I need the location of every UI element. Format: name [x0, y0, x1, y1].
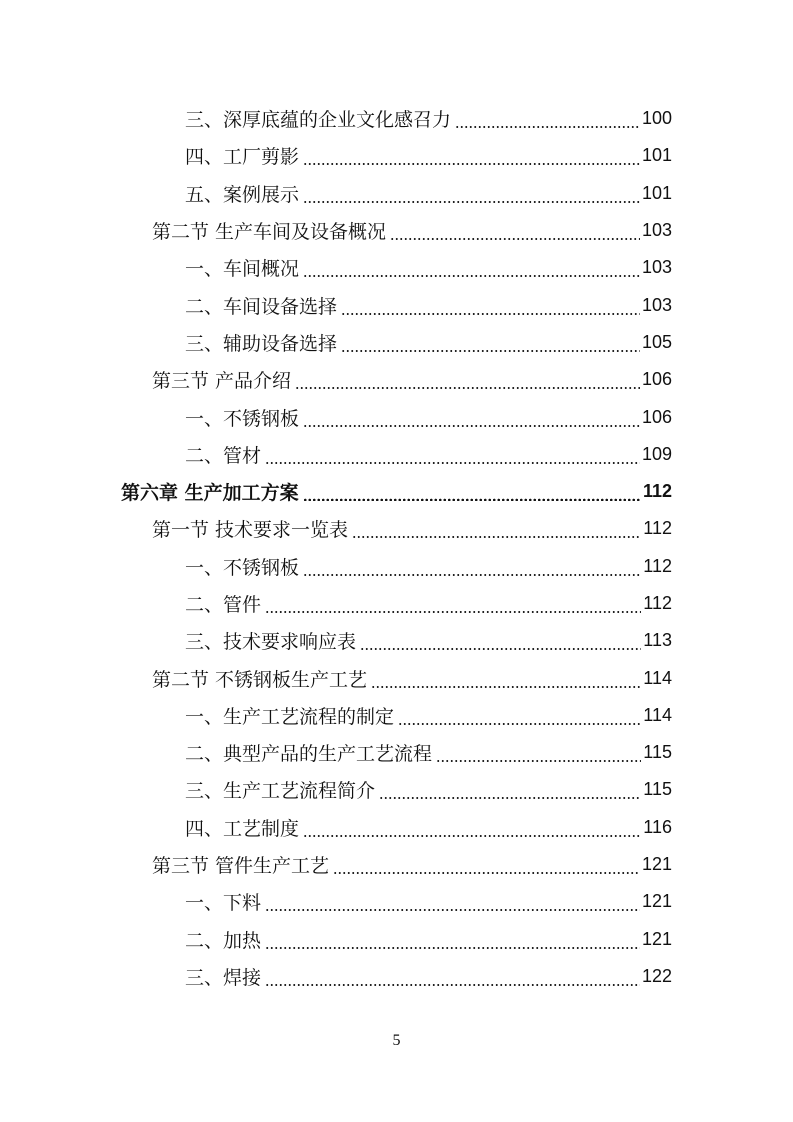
dot-leader [265, 594, 641, 613]
toc-entry-section[interactable] [0, 846, 793, 883]
toc-entry-title: 第三节 产品介绍 [152, 366, 295, 393]
dot-leader [379, 780, 641, 799]
toc-entry-item[interactable] [0, 883, 793, 920]
toc-entry-title: 二、管件 [185, 590, 265, 617]
toc-entry-page: 122 [641, 965, 672, 986]
toc-entry-page: 121 [641, 891, 672, 912]
dot-leader [303, 184, 640, 203]
toc-entry-page: 106 [641, 406, 672, 427]
dot-leader [303, 482, 641, 501]
toc-entry-title: 第二节 不锈钢板生产工艺 [152, 665, 371, 692]
toc-entry-title: 二、加热 [185, 926, 265, 953]
toc-entry-page: 100 [641, 108, 672, 129]
toc-entry-section[interactable] [0, 212, 793, 249]
toc-entry-page: 116 [643, 816, 672, 837]
toc-entry-item[interactable] [0, 697, 793, 734]
dot-leader [303, 258, 640, 277]
toc-entry-page: 114 [643, 667, 672, 688]
toc-entry-item[interactable] [0, 175, 793, 212]
toc-entry-title: 一、下料 [185, 888, 265, 915]
toc-entry-title: 第三节 管件生产工艺 [152, 851, 333, 878]
toc-entry-title: 二、典型产品的生产工艺流程 [185, 739, 436, 766]
toc-entry-page: 112 [643, 555, 672, 576]
toc-entry-item[interactable] [0, 585, 793, 622]
dot-leader [303, 408, 640, 427]
toc-entry-title: 三、技术要求响应表 [185, 627, 360, 654]
toc-entry-title: 五、案例展示 [185, 180, 303, 207]
toc-entry-title: 第二节 生产车间及设备概况 [152, 217, 390, 244]
toc-entry-page: 115 [643, 779, 672, 800]
toc-entry-item[interactable] [0, 436, 793, 473]
toc-entry-page: 103 [641, 257, 672, 278]
toc-entry-page: 101 [641, 145, 672, 166]
toc-entry-page: 112 [642, 481, 672, 502]
dot-leader [341, 296, 640, 315]
toc-entry-item[interactable] [0, 771, 793, 808]
dot-leader [333, 855, 640, 874]
dot-leader [352, 519, 641, 538]
toc-entry-title: 四、工艺制度 [185, 814, 303, 841]
dot-leader [371, 669, 641, 688]
toc-entry-item[interactable] [0, 548, 793, 585]
dot-leader [360, 631, 641, 650]
toc-entry-title: 三、深厚底蕴的企业文化感召力 [185, 105, 455, 132]
toc-entry-item[interactable] [0, 622, 793, 659]
toc-entry-item[interactable] [0, 398, 793, 435]
toc-entry-item[interactable] [0, 100, 793, 137]
toc-entry-title: 一、生产工艺流程的制定 [185, 702, 398, 729]
toc-entry-title: 三、辅助设备选择 [185, 329, 341, 356]
toc-entry-page: 113 [643, 630, 672, 651]
dot-leader [265, 892, 640, 911]
toc-entry-section[interactable] [0, 510, 793, 547]
dot-leader [455, 109, 640, 128]
toc-entry-title: 三、焊接 [185, 963, 265, 990]
toc-entry-title: 四、工厂剪影 [185, 142, 303, 169]
dot-leader [265, 967, 640, 986]
dot-leader [303, 146, 640, 165]
toc-entry-page: 115 [643, 742, 672, 763]
toc-entry-title: 第六章 生产加工方案 [121, 478, 303, 505]
dot-leader [295, 370, 640, 389]
toc-entry-section[interactable] [0, 361, 793, 398]
toc-entry-item[interactable] [0, 249, 793, 286]
page-number: 5 [392, 1032, 401, 1049]
toc-entry-title: 三、生产工艺流程简介 [185, 776, 379, 803]
toc-entry-item[interactable] [0, 921, 793, 958]
toc-entry-page: 109 [641, 443, 672, 464]
toc-entry-title: 第一节 技术要求一览表 [152, 515, 352, 542]
toc-entry-item[interactable] [0, 958, 793, 995]
toc-entry-title: 二、管材 [185, 441, 265, 468]
toc-entry-item[interactable] [0, 137, 793, 174]
dot-leader [398, 706, 641, 725]
toc-entry-page: 105 [641, 331, 672, 352]
toc-entry-page: 121 [641, 854, 672, 875]
toc-entry-page: 112 [643, 518, 672, 539]
dot-leader [265, 930, 640, 949]
toc-entry-item[interactable] [0, 324, 793, 361]
toc-entry-title: 二、车间设备选择 [185, 292, 341, 319]
dot-leader [341, 333, 640, 352]
toc-entry-item[interactable] [0, 286, 793, 323]
dot-leader [390, 221, 640, 240]
toc-entry-item[interactable] [0, 809, 793, 846]
toc-entry-title: 一、不锈钢板 [185, 404, 303, 431]
toc-entry-page: 114 [643, 704, 672, 725]
toc-entry-section[interactable] [0, 659, 793, 696]
dot-leader [303, 818, 641, 837]
toc-entry-page: 106 [641, 369, 672, 390]
toc-entry-page: 103 [641, 294, 672, 315]
toc-entry-page: 101 [641, 182, 672, 203]
toc-entry-page: 112 [643, 593, 672, 613]
toc-entry-item[interactable] [0, 734, 793, 771]
toc-entry-chapter[interactable] [0, 473, 793, 510]
toc-entry-title: 一、车间概况 [185, 254, 303, 281]
toc-entry-page: 121 [641, 928, 672, 949]
dot-leader [436, 743, 641, 762]
table-of-contents [0, 100, 793, 995]
dot-leader [265, 445, 640, 464]
toc-entry-title: 一、不锈钢板 [185, 553, 303, 580]
dot-leader [303, 557, 641, 576]
toc-entry-page: 103 [641, 220, 672, 241]
